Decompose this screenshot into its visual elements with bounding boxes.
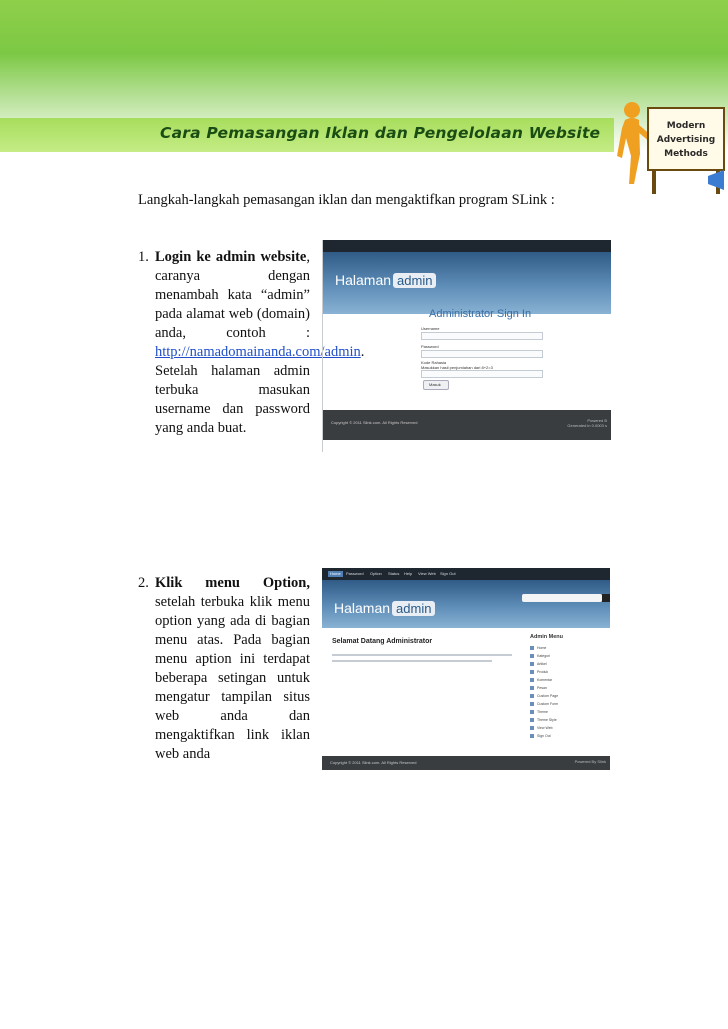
menu-view-web[interactable]: View Web [418,571,436,576]
text-line [332,654,512,656]
sidebar-item[interactable]: Produk [530,670,548,674]
sidebar-item[interactable]: Sign Out [530,734,551,738]
step-heading: Klik menu Option, [155,575,310,591]
admin-menubar [322,568,610,580]
admin-banner [322,580,610,628]
menu-option[interactable]: Option [370,571,382,576]
menu-help[interactable]: Help [404,571,413,576]
intro-text: Langkah-langkah pemasangan iklan dan mengaktifkan program SLink : [138,192,555,208]
text-line [332,660,492,662]
password-field[interactable] [421,350,543,358]
menu-home[interactable]: Home [330,571,341,576]
search-button[interactable] [602,594,610,602]
screenshot-admin-login [322,240,611,452]
svg-text:Methods: Methods [664,149,708,159]
step-text: setelah terbuka klik menu option yang ada di bagian menu atas. Pada bagian menu aption ini terdapat beberapa setingan untuk mengatur tampilan situs web anda dan mengaktifkan link iklan web anda [155,594,310,762]
screenshot-footer: Copyright © 2011 Slink.com. All Rights Reserved Powered By Slink [322,756,610,770]
sidebar-item[interactable]: Custom Form [530,702,558,706]
password-label: Password [421,344,439,349]
captcha-label: Kode Rahasia [421,360,447,365]
step-text: , caranya dengan menambah kata “admin” pada alamat web (domain) anda, contoh : [155,249,310,341]
search-input[interactable] [522,594,602,602]
screenshot-admin-dashboard [322,568,610,770]
sidebar-item[interactable]: Theme [530,710,548,714]
step-text: . Setelah halaman admin terbuka masukan username dan password yang anda buat. [155,344,365,436]
menu-status[interactable]: Status [388,571,400,576]
captcha-hint: Masukkan hasil penjumlahan dari 8+2=3 [421,365,493,370]
username-label: Username [421,326,440,331]
step-1 [138,248,365,438]
step-2 [138,574,310,764]
banner-title: Halaman admin [334,600,435,616]
menu-password[interactable]: Password [346,571,364,576]
username-field[interactable] [421,332,543,340]
step-number: 1. [138,249,149,265]
signin-title: Administrator Sign In [429,308,532,320]
sidebar-item[interactable]: Artikel [530,662,547,666]
step-heading: Login ke admin website [155,249,307,265]
sidebar-item[interactable]: Home [530,646,546,650]
step-body [155,574,310,764]
menu-sign-out[interactable]: Sign Out [440,571,456,576]
svg-text:Modern: Modern [666,121,706,131]
sidebar-item[interactable]: Komentar [530,678,552,682]
sidebar-item[interactable]: Kategori [530,654,550,658]
sidebar-item[interactable]: Custom Page [530,694,558,698]
admin-url-link[interactable]: http://namadomainanda.com/admin [155,344,361,360]
screenshot-footer: Copyright © 2011 Slink.com. All Rights Reserved Powered B Generated in 0.0003 s [323,410,611,440]
login-button[interactable]: Masuk [423,380,449,390]
sidebar-item[interactable]: Pesan [530,686,547,690]
page-title: Cara Pemasangan Iklan dan Pengelolaan Website [160,124,601,142]
advertising-figure-icon [612,98,728,202]
sidebar-title: Admin Menu [530,634,563,640]
step-body [155,248,365,438]
step-number: 2. [138,575,149,591]
captcha-field[interactable] [421,370,543,378]
top-strip [323,240,611,252]
admin-banner [323,252,611,314]
banner-title: Halaman admin [335,272,436,288]
svg-text:Advertising: Advertising [656,135,716,145]
sidebar-item[interactable]: Theme Style [530,718,557,722]
welcome-heading: Selamat Datang Administrator [332,638,433,645]
page-header [0,0,728,159]
sidebar-item[interactable]: View Web [530,726,553,730]
